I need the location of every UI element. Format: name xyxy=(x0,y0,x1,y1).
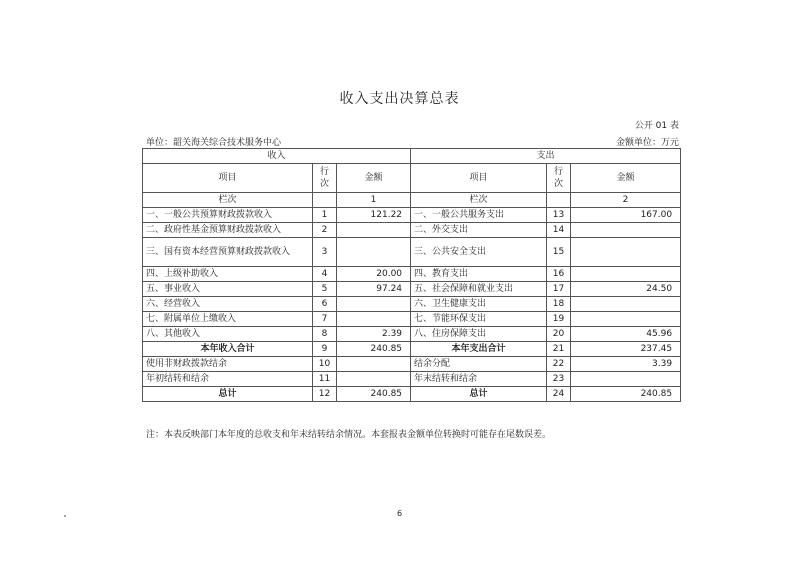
income-subtotal-amount: 240.85 xyxy=(337,342,411,357)
expense-amount xyxy=(571,312,681,327)
income-amount: 2.39 xyxy=(337,327,411,342)
income-line: 11 xyxy=(313,372,337,387)
expense-item: 二、外交支出 xyxy=(411,223,547,238)
expense-item: 一、一般公共服务支出 xyxy=(411,208,547,223)
page-number: 6 xyxy=(396,509,403,518)
column-header-row xyxy=(143,164,681,193)
income-item: 三、国有资本经营预算财政拨款收入 xyxy=(143,238,313,267)
income-amount xyxy=(337,372,411,387)
form-number: 公开 01 表 xyxy=(634,121,679,131)
expense-item: 六、卫生健康支出 xyxy=(411,297,547,312)
income-line-header: 行 次 xyxy=(313,164,337,193)
income-amount: 97.24 xyxy=(337,282,411,297)
income-subtotal-label: 本年收入合计 xyxy=(143,342,313,357)
expense-column-number: 2 xyxy=(571,193,681,208)
expense-line: 22 xyxy=(547,357,571,372)
income-item: 年初结转和结余 xyxy=(143,372,313,387)
expense-item: 四、教育支出 xyxy=(411,267,547,282)
income-section-header: 收入 xyxy=(143,149,411,164)
income-line: 8 xyxy=(313,327,337,342)
expense-line: 19 xyxy=(547,312,571,327)
income-line: 5 xyxy=(313,282,337,297)
expense-subtotal-label: 本年支出合计 xyxy=(411,342,547,357)
expense-total-amount: 240.85 xyxy=(571,387,681,402)
income-total-amount: 240.85 xyxy=(337,387,411,402)
expense-line: 20 xyxy=(547,327,571,342)
expense-amount xyxy=(571,297,681,312)
income-item: 六、经营收入 xyxy=(143,297,313,312)
income-amount xyxy=(337,297,411,312)
expense-line: 24 xyxy=(547,387,571,402)
expense-line-header: 行 次 xyxy=(547,164,571,193)
income-amount: 121.22 xyxy=(337,208,411,223)
expense-item: 七、节能环保支出 xyxy=(411,312,547,327)
table-row xyxy=(143,312,681,327)
table-row xyxy=(143,372,681,387)
income-column-label: 栏次 xyxy=(143,193,313,208)
income-item: 四、上级补助收入 xyxy=(143,267,313,282)
total-row xyxy=(143,387,681,402)
income-item: 使用非财政拨款结余 xyxy=(143,357,313,372)
income-total-label: 总计 xyxy=(143,387,313,402)
expense-amount xyxy=(571,238,681,267)
footnote: 注：本表反映部门本年度的总收支和年末结转结余情况。本套报表金额单位转换时可能存在尾数误差。 xyxy=(146,430,552,440)
page-title: 收入支出决算总表 xyxy=(339,91,460,107)
section-header-row xyxy=(143,149,681,164)
table-row xyxy=(143,208,681,223)
income-amount xyxy=(337,312,411,327)
expense-line: 18 xyxy=(547,297,571,312)
expense-subtotal-amount: 237.45 xyxy=(571,342,681,357)
expense-item: 八、住房保障支出 xyxy=(411,327,547,342)
income-line: 6 xyxy=(313,297,337,312)
expense-line: 15 xyxy=(547,238,571,267)
expense-section-header: 支出 xyxy=(411,149,681,164)
expense-amount xyxy=(571,267,681,282)
table-row xyxy=(143,238,681,267)
income-item: 八、其他收入 xyxy=(143,327,313,342)
expense-amount-header: 金额 xyxy=(571,164,681,193)
expense-item: 五、社会保障和就业支出 xyxy=(411,282,547,297)
income-line: 3 xyxy=(313,238,337,267)
income-amount-header: 金额 xyxy=(337,164,411,193)
income-amount xyxy=(337,357,411,372)
income-line: 10 xyxy=(313,357,337,372)
expense-item-header: 项目 xyxy=(411,164,547,193)
expense-line: 17 xyxy=(547,282,571,297)
expense-line: 23 xyxy=(547,372,571,387)
income-item: 五、事业收入 xyxy=(143,282,313,297)
table-row xyxy=(143,327,681,342)
reporting-unit: 单位：韶关海关综合技术服务中心 xyxy=(146,138,282,148)
expense-total-label: 总计 xyxy=(411,387,547,402)
expense-column-label: 栏次 xyxy=(411,193,547,208)
empty-cell xyxy=(547,193,571,208)
expense-item: 年末结转和结余 xyxy=(411,372,547,387)
expense-item: 三、公共安全支出 xyxy=(411,238,547,267)
expense-line: 16 xyxy=(547,267,571,282)
income-line: 9 xyxy=(313,342,337,357)
income-line: 12 xyxy=(313,387,337,402)
table-row xyxy=(143,223,681,238)
income-amount: 20.00 xyxy=(337,267,411,282)
table-row xyxy=(143,282,681,297)
expense-line: 13 xyxy=(547,208,571,223)
income-item: 七、附属单位上缴收入 xyxy=(143,312,313,327)
expense-amount xyxy=(571,372,681,387)
income-column-number: 1 xyxy=(337,193,411,208)
expense-item: 结余分配 xyxy=(411,357,547,372)
expense-line: 14 xyxy=(547,223,571,238)
income-line: 2 xyxy=(313,223,337,238)
expense-amount: 167.00 xyxy=(571,208,681,223)
income-expense-table xyxy=(142,148,681,402)
expense-amount: 24.50 xyxy=(571,282,681,297)
expense-line: 21 xyxy=(547,342,571,357)
income-item: 一、一般公共预算财政拨款收入 xyxy=(143,208,313,223)
table-row xyxy=(143,357,681,372)
income-line: 1 xyxy=(313,208,337,223)
income-amount xyxy=(337,223,411,238)
expense-amount: 3.39 xyxy=(571,357,681,372)
subtotal-row xyxy=(143,342,681,357)
income-amount xyxy=(337,238,411,267)
amount-unit: 金额单位：万元 xyxy=(615,138,679,148)
table-row xyxy=(143,297,681,312)
income-line: 7 xyxy=(313,312,337,327)
table-row xyxy=(143,267,681,282)
column-label-row xyxy=(143,193,681,208)
income-item-header: 项目 xyxy=(143,164,313,193)
income-line: 4 xyxy=(313,267,337,282)
empty-cell xyxy=(313,193,337,208)
expense-amount: 45.96 xyxy=(571,327,681,342)
income-item: 二、政府性基金预算财政拨款收入 xyxy=(143,223,313,238)
expense-amount xyxy=(571,223,681,238)
